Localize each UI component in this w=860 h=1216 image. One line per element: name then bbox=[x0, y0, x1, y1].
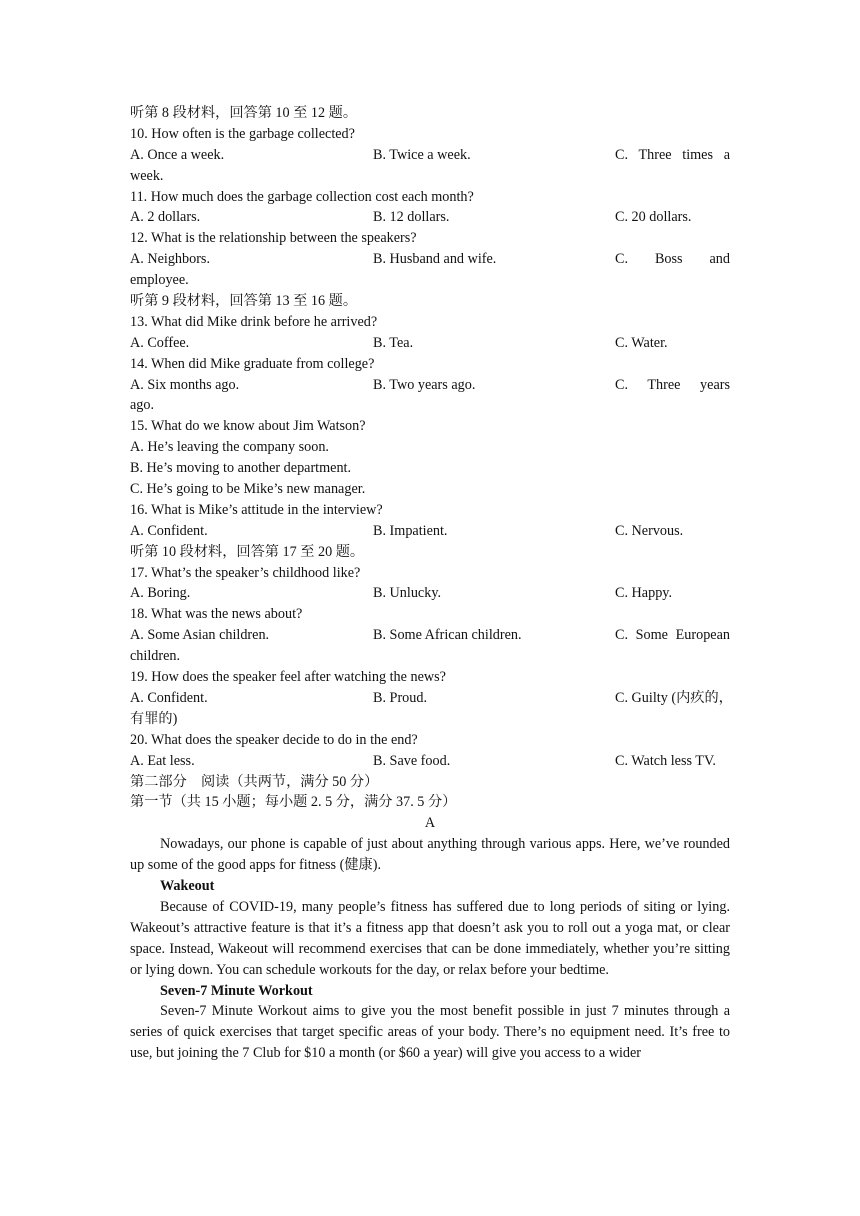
option-c: C. Water. bbox=[615, 334, 668, 351]
option-b: B. Tea. bbox=[373, 334, 414, 351]
options-17 bbox=[130, 583, 730, 604]
question-20: 20. What does the speaker decide to do in the end? bbox=[130, 731, 418, 748]
option-b: B. Unlucky. bbox=[373, 585, 442, 602]
question-12: 12. What is the relationship between the speakers? bbox=[130, 230, 417, 247]
question-15: 15. What do we know about Jim Watson? bbox=[130, 418, 366, 435]
option-a: A. Once a week. bbox=[130, 146, 225, 163]
question-14: 14. When did Mike graduate from college? bbox=[130, 355, 375, 372]
option-a: A. Some Asian children. bbox=[130, 627, 270, 644]
options-14 bbox=[130, 375, 730, 396]
options-20 bbox=[130, 751, 730, 772]
question-11: 11. How much does the garbage collection cost each month? bbox=[130, 188, 474, 205]
option-c: C. Three times a bbox=[615, 146, 730, 163]
option-c: C. Watch less TV. bbox=[615, 752, 716, 769]
option-b: B. Husband and wife. bbox=[373, 251, 497, 268]
option-c: C. Boss and bbox=[615, 251, 730, 268]
option-c: C. Happy. bbox=[615, 585, 673, 602]
option-a: A. Six months ago. bbox=[130, 376, 240, 393]
option-b: B. Twice a week. bbox=[373, 146, 471, 163]
options-10 bbox=[130, 145, 730, 166]
app-title-wakeout: Wakeout bbox=[160, 877, 215, 894]
options-11 bbox=[130, 207, 730, 228]
option-c-wrap: week. bbox=[130, 167, 164, 184]
options-16 bbox=[130, 521, 730, 542]
section-heading-9: 听第 9 段材料，回答第 13 至 16 题。 bbox=[130, 293, 358, 310]
app-body-seven: Seven-7 Minute Workout aims to give you the most benefit possible in just 7 minutes through a series of quick exercises that target specific areas of your body. There’s no equipment need. It’s free to use, but joining the 7 Club for $10 a month (or $60 a year) will give you access to a wider bbox=[130, 1003, 730, 1062]
option-c: C. Guilty (内疚的， bbox=[615, 689, 733, 706]
option-b: B. Two years ago. bbox=[373, 376, 476, 393]
question-19: 19. How does the speaker feel after watching the news? bbox=[130, 669, 446, 686]
option-a: A. Confident. bbox=[130, 522, 208, 539]
exam-page bbox=[130, 103, 733, 1064]
app-title-seven: Seven-7 Minute Workout bbox=[160, 982, 313, 999]
question-18: 18. What was the news about? bbox=[130, 606, 303, 623]
option-b: B. Some African children. bbox=[373, 627, 522, 644]
option-a: A. 2 dollars. bbox=[130, 209, 201, 226]
options-18 bbox=[130, 625, 730, 646]
option-b: B. Proud. bbox=[373, 689, 427, 706]
passage-intro: Nowadays, our phone is capable of just about anything through various apps. Here, we’ve rounded up some of the good apps for fitness (健康). bbox=[130, 836, 730, 874]
option-c-wrap: employee. bbox=[130, 272, 189, 289]
option-a: A. Coffee. bbox=[130, 334, 190, 351]
option-c: C. Three years bbox=[615, 376, 730, 393]
option-c-wrap: children. bbox=[130, 648, 181, 665]
part-two-section-one: 第一节（共 15 小题；每小题 2. 5 分，满分 37. 5 分） bbox=[130, 794, 457, 811]
options-12 bbox=[130, 249, 730, 270]
option-a: A. He’s leaving the company soon. bbox=[130, 439, 329, 456]
question-17: 17. What’s the speaker’s childhood like? bbox=[130, 564, 361, 581]
question-16: 16. What is Mike’s attitude in the interview? bbox=[130, 501, 383, 518]
options-13 bbox=[130, 333, 730, 354]
passage-letter: A bbox=[424, 815, 436, 832]
option-b: B. He’s moving to another department. bbox=[130, 460, 352, 477]
part-two-heading: 第二部分 阅读（共两节，满分 50 分） bbox=[130, 773, 379, 790]
section-heading-8: 听第 8 段材料，回答第 10 至 12 题。 bbox=[130, 105, 358, 121]
option-a: A. Neighbors. bbox=[130, 251, 210, 268]
option-c-wrap: ago. bbox=[130, 397, 155, 414]
option-c: C. He’s going to be Mike’s new manager. bbox=[130, 481, 366, 498]
question-13: 13. What did Mike drink before he arrived? bbox=[130, 313, 378, 330]
question-10: 10. How often is the garbage collected? bbox=[130, 125, 355, 142]
option-c: C. 20 dollars. bbox=[615, 209, 692, 226]
option-c: C. Nervous. bbox=[615, 522, 684, 539]
option-b: B. 12 dollars. bbox=[373, 209, 450, 226]
option-a: A. Confident. bbox=[130, 689, 208, 706]
option-b: B. Impatient. bbox=[373, 522, 448, 539]
app-body-wakeout: Because of COVID-19, many people’s fitness has suffered due to long periods of siting or lying. Wakeout’s attractive feature is that it’s a fitness app that doesn’t ask you to roll out a yoga mat, or clear space. Instead, Wakeout will recommend exercises that can be done immediately, whether you’re sitting or lying down. You can schedule workouts for the day, or relax before your bedtime. bbox=[130, 898, 730, 978]
option-c: C. Some European bbox=[615, 627, 730, 644]
section-heading-10: 听第 10 段材料，回答第 17 至 20 题。 bbox=[130, 543, 365, 560]
option-a: A. Eat less. bbox=[130, 752, 195, 769]
option-b: B. Save food. bbox=[373, 752, 451, 769]
option-a: A. Boring. bbox=[130, 585, 191, 602]
option-c-wrap: 有罪的) bbox=[130, 710, 178, 727]
options-19 bbox=[130, 688, 733, 709]
